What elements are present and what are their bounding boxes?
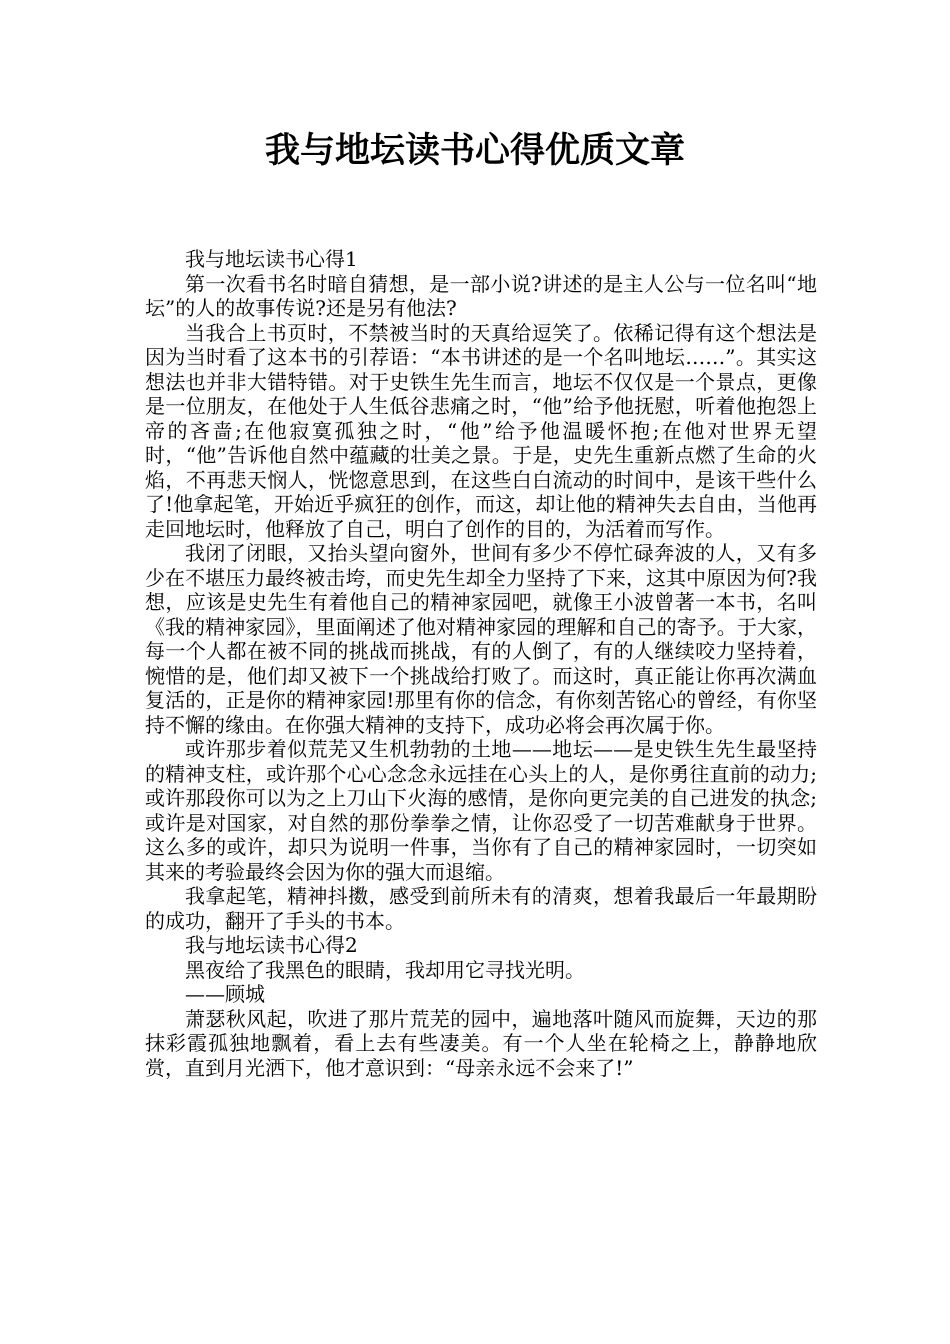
- paragraph: 第一次看书名时暗自猜想，是一部小说?讲述的是主人公与一位名叫“地坛”的人的故事传说?还是另有他法?: [145, 271, 817, 320]
- document-title: 我与地坛读书心得优质文章: [264, 131, 685, 171]
- paragraph: 我闭了闭眼，又抬头望向窗外，世间有多少不停忙碌奔波的人，又有多少在不堪压力最终被击垮，而史先生却全力坚持了下来，这其中原因为何?我想，应该是史先生有着他自己的精神家园吧，就像王小波曾著一本书，名叫《我的精神家园》，里面阐述了他对精神家园的理解和自己的寄予。于大家，每一个人都在被不同的挑战而挑战，有的人倒了，有的人继续咬力坚持着，惋惜的是，他们却又被下一个挑战给打败了。而这时，真正能让你再次满血复活的，正是你的精神家园!那里有你的信念，有你刻苦铭心的曾经，有你坚持不懈的缘由。在你强大精神的支持下，成功必将会再次属于你。: [145, 541, 817, 737]
- section-heading-2: 我与地坛读书心得2: [185, 933, 358, 957]
- quote-line: 黑夜给了我黑色的眼睛，我却用它寻找光明。: [185, 957, 585, 982]
- paragraph: 或许那步着似荒芜又生机勃勃的土地——地坛——是史铁生先生最坚持的精神支柱，或许那个心心念念永远挂在心头上的人，是你勇往直前的动力;或许那段你可以为之上刀山下火海的感情，是你向更完美的自己进发的执念;或许是对国家，对自然的那份拳拳之情，让你忍受了一切苦难献身于世界。这么多的或许，却只为说明一件事，当你有了自己的精神家园时，一切突如其来的考验最终会因为你的强大而退缩。: [145, 737, 817, 884]
- paragraph: 我拿起笔，精神抖擞，感受到前所未有的清爽，想着我最后一年最期盼的成功，翻开了手头的书本。: [145, 884, 817, 933]
- paragraph: 萧瑟秋风起，吹进了那片荒芜的园中，遍地落叶随风而旋舞，天边的那抹彩霞孤独地飘着，看上去有些凄美。有一个人坐在轮椅之上，静静地欣赏，直到月光洒下，他才意识到：“母亲永远不会来了!”: [145, 1006, 817, 1080]
- document-body: [145, 247, 817, 1080]
- section-heading-1: 我与地坛读书心得1: [185, 247, 358, 271]
- paragraph: 当我合上书页时，不禁被当时的天真给逗笑了。依稀记得有这个想法是因为当时看了这本书的引荐语：“本书讲述的是一个名叫地坛……”。其实这想法也并非大错特错。对于史铁生先生而言，地坛不仅仅是一个景点，更像是一位朋友，在他处于人生低谷悲痛之时，“他”给予他抚慰，听着他抱怨上帝的吝啬;在他寂寞孤独之时，“他”给予他温暖怀抱;在他对世界无望时，“他”告诉他自然中蕴藏的壮美之景。于是，史先生重新点燃了生命的火焰，不再悲天悯人，恍惚意思到，在这些白白流动的时间中，是该干些什么了!他拿起笔，开始近乎疯狂的创作，而这，却让他的精神失去自由，当他再走回地坛时，他释放了自己，明白了创作的目的，为活着而写作。: [145, 320, 817, 541]
- quote-attribution: ——顾城: [185, 982, 265, 1006]
